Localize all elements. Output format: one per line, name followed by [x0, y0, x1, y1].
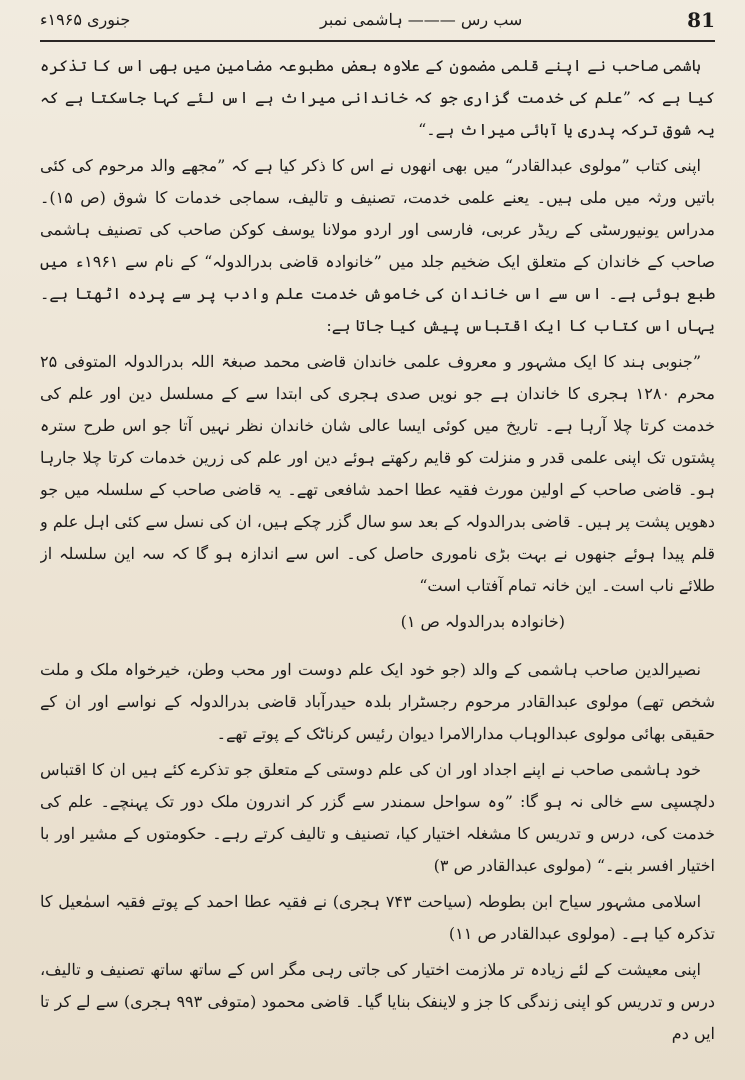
paragraph: اسلامی مشہور سیاح ابن بطوطہ (سیاحت ۷۴۳ ہجری) نے فقیہ عطا احمد کے پوتے فقیہ اسمٰعیل کا تذکرہ کیا ہے۔ (مولوی عبدالقادر ص ۱۱): [40, 892, 715, 943]
page-header: [40, 6, 715, 42]
paragraph: خود ہاشمی صاحب نے اپنے اجداد اور ان کی علم دوستی کے متعلق جو تذکرے کئے ہیں ان کا اقتباس دلچسپی سے خالی نہ ہو گا: ”وہ سواحل سمندر سے گزر کر اندرون ملک دور تک پہنچے۔ علم کی خدمت کی، درس و تدریس کا مشغلہ اختیار کیا، تصنیف و تالیف کرتے رہے۔ حکومتوں کے مشیر اور با اختیار افسر بنے۔“ (مولوی عبدالقادر ص ۳): [40, 760, 715, 875]
paragraph: ہاشمی صاحب نے اپنے قلمی مضمون کے علاوہ بعض مطبوعہ مضامین میں بھی اس کا تذکرہ کیا ہے کہ ”علم کی خدمت گزاری جو کہ خاندانی میراث ہے اس لئے کہا جاسکتا ہے کہ یہ شوق ترکہ پدری یا آبائی میراث ہے۔“: [40, 56, 715, 139]
quoted-paragraph: ”جنوبی ہند کا ایک مشہور و معروف علمی خاندان قاضی محمد صبغۃ اللہ بدرالدولہ المتوفی ۲۵ محرم ۱۲۸۰ ہجری کا خاندان ہے جو نویں صدی ہجری کی ابتدا سے کے مسلسل دین اور علم کی خدمت کرتا چلا آرہا ہے۔ تاریخ میں کوئی ایسا عالی شان خاندان نظر نہیں آتا جو اس طرح سترہ پشتوں تک اپنی علمی قدر و منزلت کو قایم رکھتے ہوئے دین اور علم کی زرین خدمات کرتا چلا جارہا ہو۔ قاضی صاحب کے اولین مورث فقیہ عطا احمد شافعی تھے۔ یہ قاضی صاحب کے سلسلہ میں جو دھویں پشت پر ہیں۔ قاضی بدرالدولہ کے بعد سو سال گزر چکے ہیں، ان کی نسل سے کئی اہل علم و قلم پیدا ہوئے جنھوں نے بہت بڑی ناموری حاصل کی۔ اس سے اندازہ ہو گا کہ سہ این سلسلہ از طلائے ناب است۔ این خانہ تمام آفتاب است“: [40, 352, 715, 595]
page-number: 81: [687, 8, 715, 32]
issue-date: جنوری ۱۹۶۵ء: [40, 10, 131, 29]
page-content: [40, 50, 715, 1060]
paragraph: نصیرالدین صاحب ہاشمی کے والد (جو خود ایک علم دوست اور محب وطن، خیرخواہ ملک و ملت شخص تھے) مولوی عبدالقادر مرحوم رجسٹرار بلدہ حیدرآباد قاضی بدرالدولہ کے نواسے اور ان کے حقیقی بھائی مولوی عبدالوہاب مدارالامرا دیوان رئیس کرناٹک کے پوتے تھے۔: [40, 660, 715, 743]
citation: (خانوادہ بدرالدولہ ص ۱): [400, 612, 565, 631]
paragraph: اپنی معیشت کے لئے زیادہ تر ملازمت اختیار کی جاتی رہی مگر اس کے ساتھ ساتھ تصنیف و تالیف، درس و تدریس کو اپنی زندگی کا جز و لاینفک بنایا گیا۔ قاضی محمود (متوفی ۹۹۳ ہجری) سے لے کر تا ایں دم: [40, 960, 715, 1043]
paragraph: اپنی کتاب ”مولوی عبدالقادر“ میں بھی انھوں نے اس کا ذکر کیا ہے کہ ”مجھے والد مرحوم کی کئی باتیں ورثہ میں ملی ہیں۔ یعنے علمی خدمت، تصنیف و تالیف، سماجی خدمات کا شوق (ص ۱۵)۔ مدراس یونیورسٹی کے ریڈر عربی، فارسی اور اردو مولانا یوسف کوکن صاحب کی تصنیف ہاشمی صاحب کے خاندان کے متعلق ایک ضخیم جلد میں ”خانوادہ قاضی بدرالدولہ“ کے نام سے ۱۹۶۱ء میں طبع ہوئی ہے۔ اس سے اس خاندان کی خاموش خدمت علم وادب پر سے پردہ اٹھتا ہے۔ یہاں اس کتاب کا ایک اقتباس پیش کیا جاتا ہے:: [40, 156, 715, 335]
header-rule: [40, 40, 715, 42]
journal-title: سب رس ——— ہاشمی نمبر: [320, 10, 523, 29]
